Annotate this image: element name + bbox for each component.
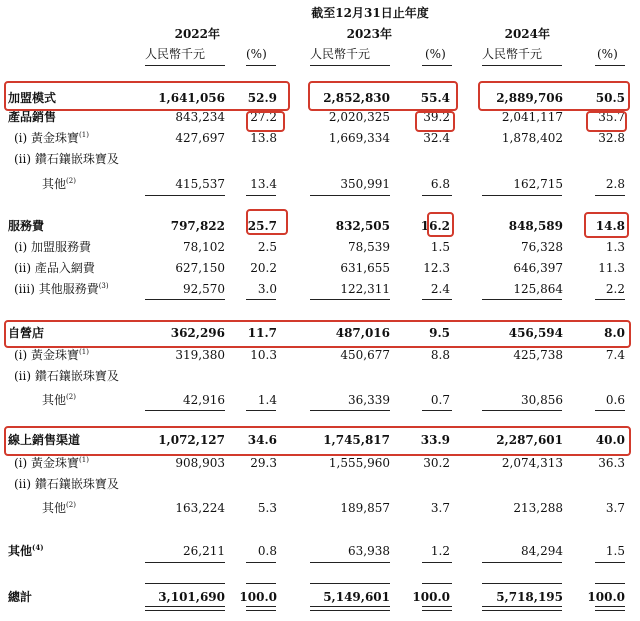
cell: 42,916 bbox=[183, 393, 225, 407]
row-product-sales-label: 產品銷售 bbox=[8, 110, 57, 124]
cell: 1,072,127 bbox=[158, 433, 225, 447]
cell: 63,938 bbox=[348, 544, 390, 558]
cell: 34.6 bbox=[247, 433, 277, 447]
cell: 189,857 bbox=[340, 501, 390, 515]
cell: 1.2 bbox=[430, 544, 450, 558]
cell: 11.7 bbox=[247, 326, 277, 340]
cell: 1,669,334 bbox=[328, 131, 390, 145]
cell: 125,864 bbox=[513, 282, 563, 296]
cell: 0.6 bbox=[605, 393, 625, 407]
cell: 1,641,056 bbox=[158, 91, 225, 105]
cell: 1,878,402 bbox=[501, 131, 563, 145]
unit-label-2022: 人民幣千元 bbox=[145, 47, 206, 61]
cell: 1.3 bbox=[605, 240, 625, 254]
cell: 2,020,325 bbox=[328, 110, 390, 124]
row-label: (i) 加盟服務費 bbox=[14, 240, 92, 254]
cell: 2,287,601 bbox=[496, 433, 563, 447]
cell: 848,589 bbox=[508, 219, 563, 233]
cell: 6.8 bbox=[430, 177, 450, 191]
cell: 33.9 bbox=[420, 433, 450, 447]
cell: 425,738 bbox=[513, 348, 563, 362]
row-franchise-label: 加盟模式 bbox=[8, 91, 57, 105]
cell: 8.8 bbox=[430, 348, 450, 362]
pct-label-2022: (%) bbox=[246, 47, 267, 61]
cell: 5,149,601 bbox=[323, 590, 390, 604]
cell: 3,101,690 bbox=[158, 590, 225, 604]
cell: 163,224 bbox=[175, 501, 225, 515]
cell: 427,697 bbox=[175, 131, 225, 145]
cell: 415,537 bbox=[175, 177, 225, 191]
cell: 0.7 bbox=[430, 393, 450, 407]
row-label: (ii) 鑽石鑲嵌珠寶及 bbox=[14, 477, 119, 491]
cell: 1.4 bbox=[257, 393, 277, 407]
cell: 78,102 bbox=[183, 240, 225, 254]
highlight-box bbox=[4, 320, 631, 348]
cell: 52.9 bbox=[247, 91, 277, 105]
cell: 16.2 bbox=[420, 219, 450, 233]
cell: 5,718,195 bbox=[496, 590, 563, 604]
cell: 1.5 bbox=[605, 544, 625, 558]
cell: 9.5 bbox=[429, 326, 450, 340]
unit-label-2023: 人民幣千元 bbox=[310, 47, 371, 61]
row-service-fee-label: 服務費 bbox=[8, 219, 45, 233]
cell: 27.2 bbox=[250, 110, 277, 124]
cell: 908,903 bbox=[175, 456, 225, 470]
cell: 10.3 bbox=[250, 348, 277, 362]
pct-label-2024: (%) bbox=[597, 47, 618, 61]
cell: 843,234 bbox=[175, 110, 225, 124]
cell: 832,505 bbox=[335, 219, 390, 233]
row-label: (i) 黃金珠寶$^{(1)}$ bbox=[14, 456, 89, 470]
cell: 14.8 bbox=[595, 219, 625, 233]
cell: 1,745,817 bbox=[323, 433, 390, 447]
cell: 30,856 bbox=[521, 393, 563, 407]
cell: 13.4 bbox=[250, 177, 277, 191]
cell: 1.5 bbox=[430, 240, 450, 254]
cell: 646,397 bbox=[513, 261, 563, 275]
highlight-box bbox=[246, 111, 285, 132]
highlight-box bbox=[427, 212, 454, 237]
cell: 25.7 bbox=[247, 219, 277, 233]
cell: 50.5 bbox=[595, 91, 625, 105]
cell: 36.3 bbox=[598, 456, 625, 470]
cell: 12.3 bbox=[423, 261, 450, 275]
cell: 35.7 bbox=[598, 110, 625, 124]
year-2023-header: 2023年 bbox=[346, 27, 392, 41]
pct-label-2023: (%) bbox=[425, 47, 446, 61]
cell: 362,296 bbox=[170, 326, 225, 340]
cell: 36,339 bbox=[348, 393, 390, 407]
cell: 487,016 bbox=[335, 326, 390, 340]
year-2022-header: 2022年 bbox=[174, 27, 220, 41]
cell: 20.2 bbox=[250, 261, 277, 275]
cell: 13.8 bbox=[250, 131, 277, 145]
cell: 3.7 bbox=[605, 501, 625, 515]
highlight-box bbox=[246, 209, 288, 235]
cell: 32.8 bbox=[598, 131, 625, 145]
cell: 39.2 bbox=[423, 110, 450, 124]
cell: 3.0 bbox=[257, 282, 277, 296]
cell: 627,150 bbox=[175, 261, 225, 275]
cell: 76,328 bbox=[521, 240, 563, 254]
highlight-box bbox=[415, 111, 455, 132]
cell: 29.3 bbox=[250, 456, 277, 470]
row-label: (iii) 其他服務費$^{(3)}$ bbox=[14, 282, 109, 296]
cell: 55.4 bbox=[420, 91, 450, 105]
cell: 631,655 bbox=[340, 261, 390, 275]
cell: 32.4 bbox=[423, 131, 450, 145]
cell: 84,294 bbox=[521, 544, 563, 558]
unit-label-2024: 人民幣千元 bbox=[482, 47, 543, 61]
cell: 2.8 bbox=[605, 177, 625, 191]
cell: 797,822 bbox=[170, 219, 225, 233]
cell: 8.0 bbox=[604, 326, 625, 340]
cell: 40.0 bbox=[595, 433, 625, 447]
row-label: 其他$^{(2)}$ bbox=[42, 501, 76, 515]
highlight-box bbox=[584, 212, 629, 238]
cell: 456,594 bbox=[508, 326, 563, 340]
highlight-box bbox=[308, 81, 458, 111]
cell: 7.4 bbox=[605, 348, 625, 362]
cell: 5.3 bbox=[257, 501, 277, 515]
cell: 2,041,117 bbox=[501, 110, 563, 124]
row-label: 其他$^{(2)}$ bbox=[42, 177, 76, 191]
cell: 2.2 bbox=[605, 282, 625, 296]
row-label: (ii) 鑽石鑲嵌珠寶及 bbox=[14, 369, 119, 383]
cell: 162,715 bbox=[513, 177, 563, 191]
cell: 3.7 bbox=[430, 501, 450, 515]
row-total-label: 總計 bbox=[8, 590, 33, 604]
period-header: 截至12月31日止年度 bbox=[311, 6, 429, 20]
cell: 2.5 bbox=[257, 240, 277, 254]
cell: 30.2 bbox=[423, 456, 450, 470]
cell: 100.0 bbox=[239, 590, 277, 604]
cell: 100.0 bbox=[587, 590, 625, 604]
row-other-label: 其他$^{(4)}$ bbox=[8, 543, 44, 558]
highlight-box bbox=[4, 81, 290, 111]
cell: 350,991 bbox=[340, 177, 390, 191]
cell: 2,852,830 bbox=[323, 91, 390, 105]
cell: 122,311 bbox=[340, 282, 390, 296]
cell: 78,539 bbox=[348, 240, 390, 254]
highlight-box bbox=[586, 111, 627, 132]
cell: 26,211 bbox=[183, 544, 225, 558]
row-label: 其他$^{(2)}$ bbox=[42, 393, 76, 407]
cell: 319,380 bbox=[175, 348, 225, 362]
row-label: (i) 黃金珠寶$^{(1)}$ bbox=[14, 348, 89, 362]
row-self-operated-label: 自營店 bbox=[8, 326, 45, 340]
highlight-box bbox=[478, 81, 630, 111]
cell: 213,288 bbox=[513, 501, 563, 515]
row-label: (i) 黃金珠寶$^{(1)}$ bbox=[14, 131, 89, 145]
cell: 92,570 bbox=[183, 282, 225, 296]
cell: 0.8 bbox=[257, 544, 277, 558]
row-label: (ii) 鑽石鑲嵌珠寶及 bbox=[14, 152, 119, 166]
cell: 2,074,313 bbox=[501, 456, 563, 470]
row-label: (ii) 產品入網費 bbox=[14, 261, 95, 275]
year-2024-header: 2024年 bbox=[504, 27, 550, 41]
cell: 2,889,706 bbox=[496, 91, 563, 105]
row-online-label: 線上銷售渠道 bbox=[8, 433, 81, 447]
cell: 1,555,960 bbox=[328, 456, 390, 470]
highlight-box bbox=[4, 426, 631, 456]
cell: 2.4 bbox=[430, 282, 450, 296]
cell: 100.0 bbox=[412, 590, 450, 604]
cell: 450,677 bbox=[340, 348, 390, 362]
cell: 11.3 bbox=[598, 261, 625, 275]
